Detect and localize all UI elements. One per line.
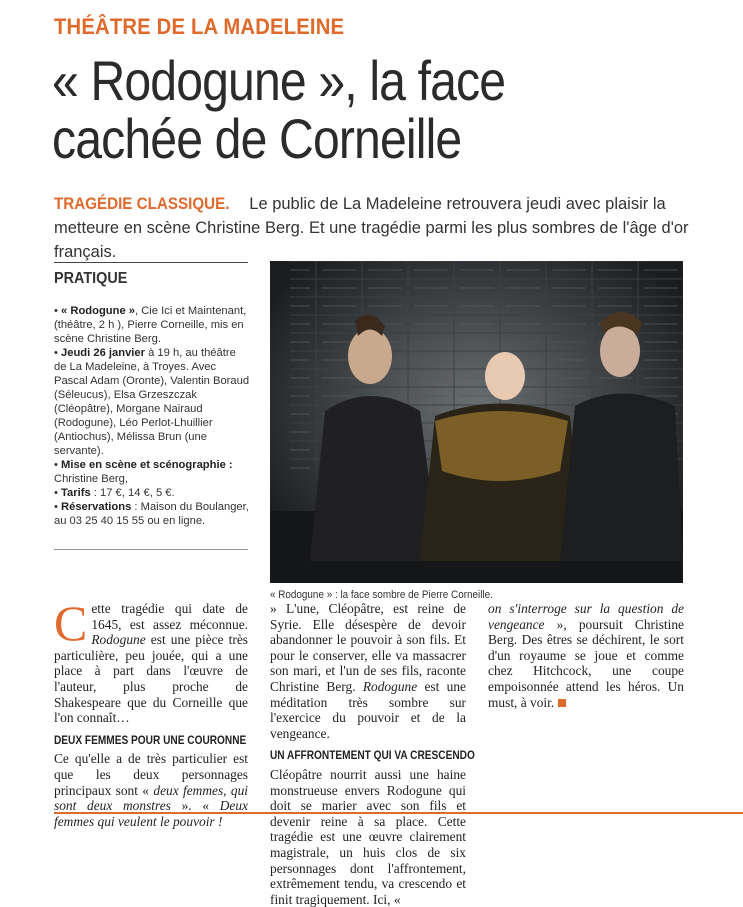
practical-item-text: , Cie Ici et Maintenant, (théâtre, 2 h ), Pierre Corneille, mis en scène Christine Berg. <box>54 305 247 345</box>
practical-item-label: Jeudi 26 janvier <box>61 347 145 359</box>
drop-cap: C <box>54 595 88 651</box>
section-kicker: THÉÂTRE DE LA MADELEINE <box>54 14 345 39</box>
article-column-1 <box>54 595 248 829</box>
photo-caption: « Rodogune » : la face sombre de Pierre Corneille. <box>270 589 493 601</box>
headline-line-2: cachée de Corneille <box>52 107 462 170</box>
practical-item-label: « Rodogune » <box>61 305 135 317</box>
practical-item-text: Christine Berg, <box>54 473 128 485</box>
subheading: UN AFFRONTEMENT QUI VA CRESCENDO <box>270 750 475 763</box>
practical-item-text: : Maison du Boulanger, au 03 25 40 15 55 ou en ligne. <box>54 501 249 527</box>
bottom-rule <box>54 812 743 814</box>
subheading: DEUX FEMMES POUR UNE COURONNE <box>54 734 247 747</box>
paragraph: Cléopâtre nourrit aussi une haine monstrueuse envers Rodogune qui doit se marier avec son fils et devenir reine à sa place. Cette tragédie est une œuvre clairement magistrale, un huis clos de six personnages dont l'affrontement, extrêmement tendu, va crescendo et finit tragiquement. Ici, « <box>270 766 466 907</box>
practical-item: • Réservations : Maison du Boulanger, au 03 25 40 15 55 ou en ligne. <box>54 501 249 527</box>
standfirst <box>54 192 694 264</box>
sidebar-bottom-divider <box>54 549 248 550</box>
practical-item: • Mise en scène et scénographie : Christine Berg, <box>54 459 233 485</box>
sidebar-top-divider <box>54 262 248 263</box>
practical-item-text: : 17 €, 14 €, 5 €. <box>90 487 175 499</box>
article-column-3 <box>488 601 684 710</box>
practical-item-label: Tarifs <box>61 487 91 499</box>
end-of-article-mark <box>558 699 566 707</box>
sidebar-title: PRATIQUE <box>54 270 128 287</box>
practical-item-text: à 19 h, au théâtre de La Madeleine, à Troyes. Avec Pascal Adam (Oronte), Valentin Boraud (Séleucus), Elsa Grzeszczak (Cléopâtre), Morgane Nairaud (Rodogune), Léo Perlot-Lhuillier (Antiochus), Mélissa Brun (une servante). <box>54 347 250 457</box>
paragraph: on s'interroge sur la question de vengeance », poursuit Christine Berg. Des êtres se déchirent, le sort d'un royaume se joue et comme chez Hitchcock, une coupe empoisonnée attend les héros. Un must, à voir. <box>488 601 684 710</box>
practical-item-label: Mise en scène et scénographie : <box>61 459 233 471</box>
standfirst-lead: TRAGÉDIE CLASSIQUE. <box>54 195 230 213</box>
practical-item: • « Rodogune », Cie Ici et Maintenant, (théâtre, 2 h ), Pierre Corneille, mis en scène Christine Berg. <box>54 305 247 345</box>
article-column-2 <box>270 601 475 907</box>
standfirst-text: Le public de La Madeleine retrouvera jeudi avec plaisir la metteure en scène Christine Berg. Et une tragédie parmi les plus sombres de l'âge d'or français. <box>54 195 689 261</box>
paragraph: » L'une, Cléopâtre, est reine de Syrie. Elle désespère de devoir abandonner le pouvoir à son fils. Et pour le conserver, elle va massacrer son mari, et l'un de ses fils, raconte Christine Berg. Rodogune est une méditation très sombre sur l'exercice du pouvoir et de la vengeance. <box>270 601 466 741</box>
practical-item: • Jeudi 26 janvier à 19 h, au théâtre de La Madeleine, à Troyes. Avec Pascal Adam (Oronte), Valentin Boraud (Séleucus), Elsa Grzeszczak (Cléopâtre), Morgane Nairaud (Rodogune), Léo Perlot-Lhuillier (Antiochus), Mélissa Brun (une servante). <box>54 347 250 457</box>
practical-item: • Tarifs : 17 €, 14 €, 5 €. <box>54 487 175 499</box>
practical-info-box <box>54 304 250 528</box>
practical-item-label: Réservations <box>61 501 132 513</box>
paragraph: Cette tragédie qui date de 1645, est assez méconnue. Rodogune est une pièce très particulière, peu jouée, qui a une place à part dans l'œuvre de l'auteur, plus proche de Shakespeare que du Corneille que l'on connaît… <box>54 595 248 726</box>
headline <box>52 49 620 170</box>
stage-photo <box>270 261 683 583</box>
headline-line-1: « Rodogune », la face <box>52 49 506 112</box>
paragraph: Ce qu'elle a de très particulier est que les deux personnages principaux sont « deux femmes, qui sont deux monstres ». « Deux femmes qui veulent le pouvoir ! <box>54 751 248 829</box>
